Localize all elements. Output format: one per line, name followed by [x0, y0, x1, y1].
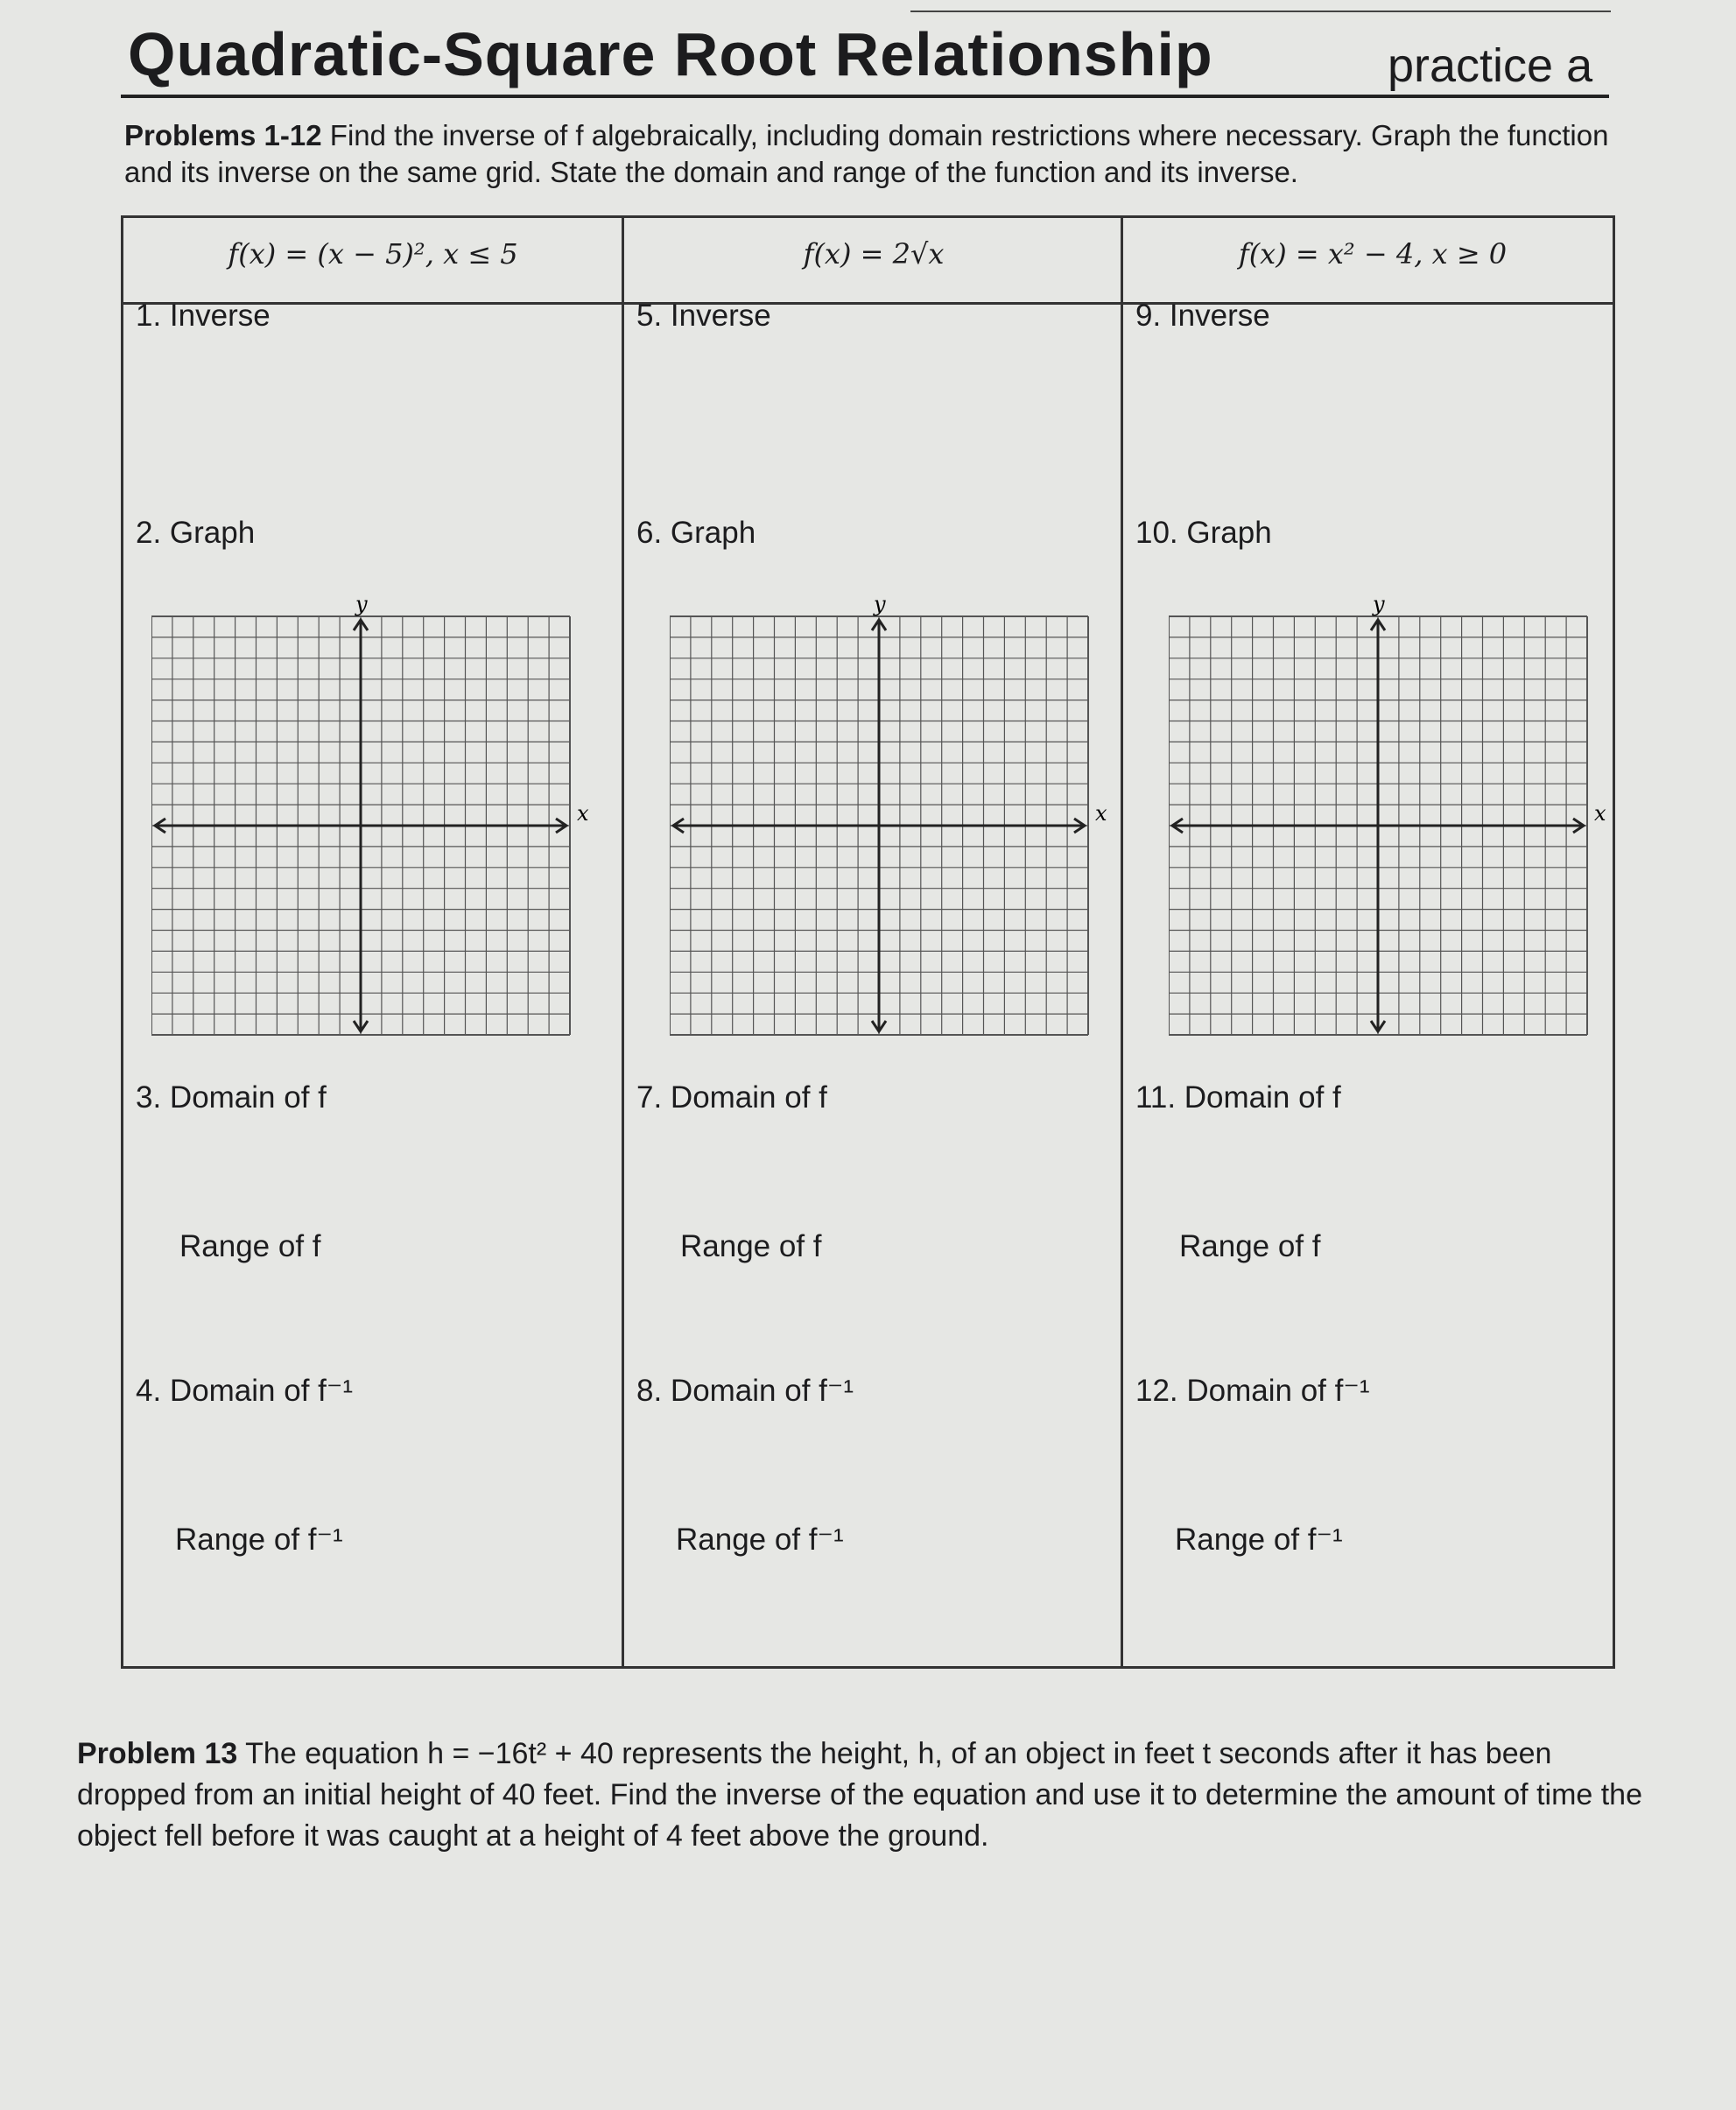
label-domain-f: 7. Domain of f: [636, 1080, 827, 1115]
top-rule: [910, 11, 1611, 12]
function-header-1: f(x) = (x − 5)², x ≤ 5: [228, 237, 518, 271]
label-domain-inv: 12. Domain of f⁻¹: [1135, 1374, 1370, 1408]
label-inverse: 1. Inverse: [136, 299, 271, 333]
problem-table: [121, 215, 1615, 1669]
label-domain-inv: 4. Domain of f⁻¹: [136, 1374, 354, 1408]
y-axis-label: y: [355, 592, 368, 616]
worksheet-subtitle: practice a: [1388, 39, 1593, 92]
label-range-f: Range of f: [680, 1229, 822, 1263]
label-graph: 10. Graph: [1135, 516, 1272, 550]
problem-13-heading: Problem 13: [77, 1737, 238, 1770]
label-domain-f: 11. Domain of f: [1135, 1080, 1341, 1115]
label-domain-f: 3. Domain of f: [136, 1080, 327, 1115]
title-rule: [121, 95, 1609, 98]
label-range-f: Range of f: [179, 1229, 321, 1263]
problem-13-text: The equation h = −16t² + 40 represents the height, h, of an object in feet t seconds after it has been dropped from an initial height of 40 feet. Find the inverse of the equation and use it to determine the amount of time the object fell before it was caught at a height of 4 feet above the ground.: [77, 1737, 1643, 1853]
x-axis-label: x: [577, 801, 589, 826]
instructions-text: Find the inverse of f algebraically, including domain restrictions where necessary. Graph the function and its inverse on the same grid. State the domain and range of the function and its inverse.: [124, 119, 1609, 188]
axes-arrows: [673, 620, 1085, 1031]
worksheet-title: Quadratic-Square Root Relationship: [128, 20, 1213, 88]
header-divider: [123, 302, 1613, 305]
coordinate-grid[interactable]: [1169, 590, 1640, 1052]
label-range-inv: Range of f⁻¹: [175, 1523, 343, 1557]
axes-arrows: [155, 620, 566, 1031]
function-header-3: f(x) = x² − 4, x ≥ 0: [1238, 237, 1508, 271]
label-inverse: 9. Inverse: [1135, 299, 1270, 333]
label-graph: 6. Graph: [636, 516, 756, 550]
label-range-inv: Range of f⁻¹: [676, 1523, 844, 1557]
x-axis-label: x: [1594, 801, 1606, 826]
function-header-2: f(x) = 2√x: [803, 237, 945, 271]
coordinate-grid[interactable]: [670, 590, 1141, 1052]
instructions: [124, 117, 1613, 191]
y-axis-label: y: [874, 592, 886, 616]
x-axis-label: x: [1095, 801, 1107, 826]
instructions-heading: Problems 1-12: [124, 119, 322, 151]
coordinate-grid[interactable]: [151, 590, 622, 1052]
label-range-f: Range of f: [1179, 1229, 1321, 1263]
label-graph: 2. Graph: [136, 516, 256, 550]
problem-13: [77, 1734, 1653, 1857]
label-domain-inv: 8. Domain of f⁻¹: [636, 1374, 854, 1408]
y-axis-label: y: [1373, 592, 1385, 616]
label-inverse: 5. Inverse: [636, 299, 771, 333]
axes-arrows: [1172, 620, 1584, 1031]
label-range-inv: Range of f⁻¹: [1175, 1523, 1343, 1557]
